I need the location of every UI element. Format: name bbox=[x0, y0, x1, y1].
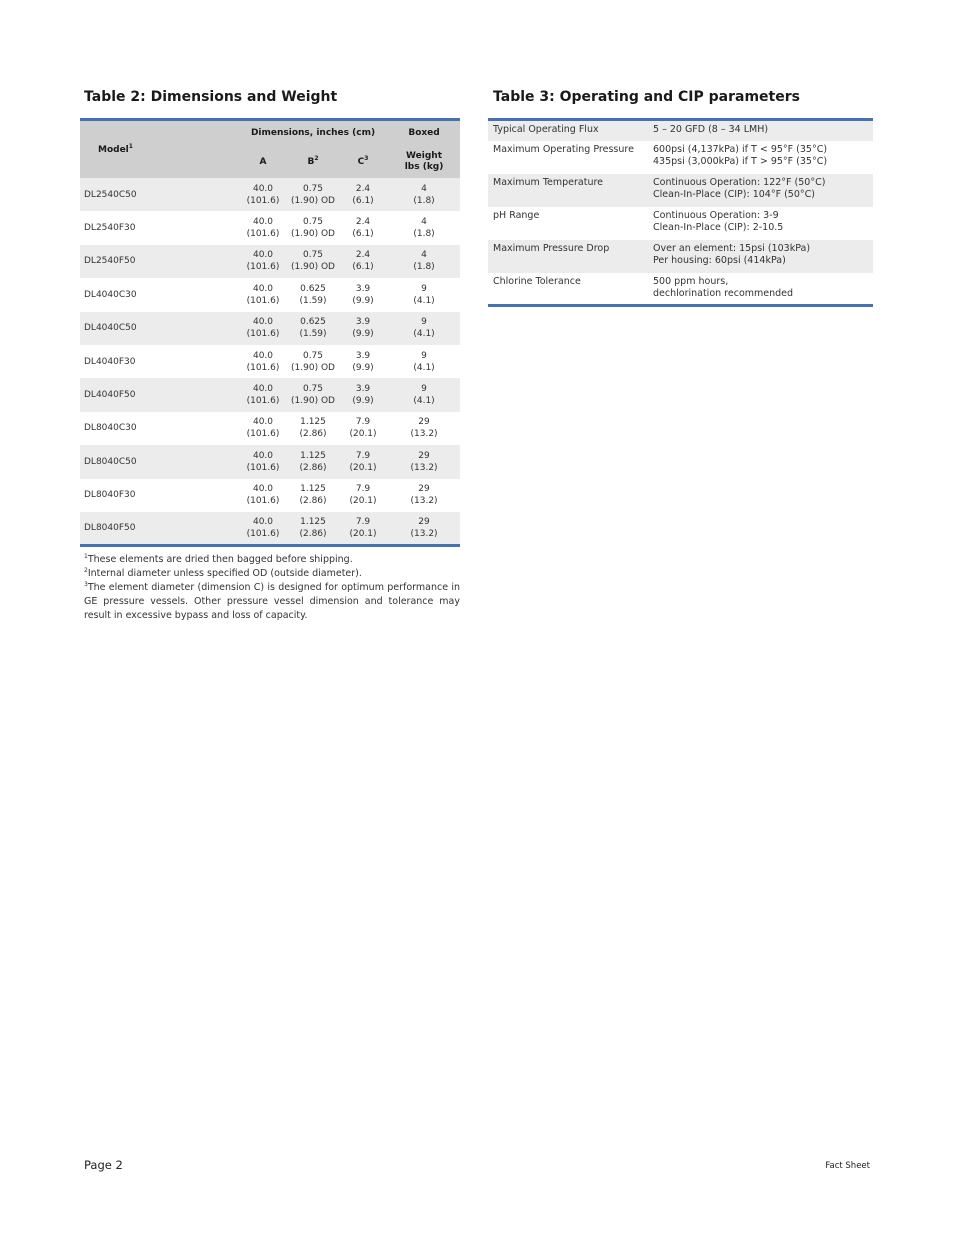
table-row bbox=[488, 141, 873, 174]
dim-a-cell: 40.0 (101.6) bbox=[238, 479, 288, 512]
dim-a-cell: 40.0 (101.6) bbox=[238, 245, 288, 278]
weight-cell: 4 (1.8) bbox=[388, 245, 460, 278]
parameter-cell: pH Range bbox=[488, 207, 647, 240]
dim-b-cell: 0.75 (1.90) OD bbox=[288, 378, 338, 411]
page-number: Page 2 bbox=[84, 1158, 123, 1172]
dimensions-header: Dimensions, inches (cm) bbox=[238, 120, 388, 146]
model-header: Model$^1$ bbox=[80, 120, 238, 179]
model-cell: DL4040F50 bbox=[80, 378, 238, 411]
table-row bbox=[488, 174, 873, 207]
dim-a-cell: 40.0 (101.6) bbox=[238, 378, 288, 411]
table-row bbox=[80, 445, 460, 478]
weight-cell: 9 (4.1) bbox=[388, 278, 460, 311]
model-cell: DL4040C50 bbox=[80, 312, 238, 345]
table-row bbox=[488, 273, 873, 306]
dim-a-cell: 40.0 (101.6) bbox=[238, 412, 288, 445]
dim-a-cell: 40.0 (101.6) bbox=[238, 345, 288, 378]
dim-a-cell: 40.0 (101.6) bbox=[238, 278, 288, 311]
value-cell: 500 ppm hours, dechlorination recommended bbox=[647, 273, 873, 306]
document-type: Fact Sheet bbox=[825, 1161, 870, 1171]
value-cell: 5 – 20 GFD (8 – 34 LMH) bbox=[647, 120, 873, 141]
dim-a-cell: 40.0 (101.6) bbox=[238, 178, 288, 211]
table-row bbox=[80, 378, 460, 411]
dim-c-cell: 2.4 (6.1) bbox=[338, 211, 388, 244]
model-cell: DL8040C50 bbox=[80, 445, 238, 478]
parameter-cell: Maximum Temperature bbox=[488, 174, 647, 207]
weight-cell: 29 (13.2) bbox=[388, 479, 460, 512]
col-c-header: $C^3$ bbox=[338, 145, 388, 178]
dim-c-cell: 3.9 (9.9) bbox=[338, 345, 388, 378]
model-cell: DL4040C30 bbox=[80, 278, 238, 311]
weight-cell: 9 (4.1) bbox=[388, 312, 460, 345]
value-cell: Continuous Operation: 122°F (50°C) Clean-In-Place (CIP): 104°F (50°C) bbox=[647, 174, 873, 207]
model-cell: DL2540F50 bbox=[80, 245, 238, 278]
dim-a-cell: 40.0 (101.6) bbox=[238, 512, 288, 545]
model-cell: DL2540F30 bbox=[80, 211, 238, 244]
boxed-header: Boxed bbox=[388, 120, 460, 146]
dim-c-cell: 7.9 (20.1) bbox=[338, 445, 388, 478]
footnote-1: $^1$These elements are dried then bagged before shipping. bbox=[84, 552, 353, 565]
dim-c-cell: 7.9 (20.1) bbox=[338, 512, 388, 545]
table-row bbox=[80, 211, 460, 244]
model-cell: DL4040F30 bbox=[80, 345, 238, 378]
dim-a-cell: 40.0 (101.6) bbox=[238, 312, 288, 345]
dim-b-cell: 0.625 (1.59) bbox=[288, 312, 338, 345]
weight-cell: 9 (4.1) bbox=[388, 378, 460, 411]
dim-b-cell: 1.125 (2.86) bbox=[288, 479, 338, 512]
dimensions-weight-table bbox=[80, 118, 460, 547]
dim-c-cell: 3.9 (9.9) bbox=[338, 278, 388, 311]
weight-cell: 4 (1.8) bbox=[388, 178, 460, 211]
weight-cell: 29 (13.2) bbox=[388, 445, 460, 478]
table-row bbox=[80, 479, 460, 512]
value-cell: 600psi (4,137kPa) if T < 95°F (35°C) 435psi (3,000kPa) if T > 95°F (35°C) bbox=[647, 141, 873, 174]
dim-c-cell: 3.9 (9.9) bbox=[338, 378, 388, 411]
model-cell: DL8040F30 bbox=[80, 479, 238, 512]
model-cell: DL8040C30 bbox=[80, 412, 238, 445]
weight-cell: 29 (13.2) bbox=[388, 512, 460, 545]
weight-header: Weight lbs (kg) bbox=[388, 145, 460, 178]
weight-cell: 9 (4.1) bbox=[388, 345, 460, 378]
parameter-cell: Chlorine Tolerance bbox=[488, 273, 647, 306]
value-cell: Over an element: 15psi (103kPa) Per housing: 60psi (414kPa) bbox=[647, 240, 873, 273]
parameter-cell: Typical Operating Flux bbox=[488, 120, 647, 141]
table-row bbox=[80, 345, 460, 378]
dim-b-cell: 0.75 (1.90) OD bbox=[288, 211, 338, 244]
dim-b-cell: 0.75 (1.90) OD bbox=[288, 245, 338, 278]
table-row bbox=[80, 412, 460, 445]
dim-c-cell: 2.4 (6.1) bbox=[338, 178, 388, 211]
table3-title: Table 3: Operating and CIP parameters bbox=[493, 89, 800, 105]
operating-cip-table bbox=[488, 118, 873, 307]
table-row bbox=[80, 512, 460, 545]
value-cell: Continuous Operation: 3-9 Clean-In-Place (CIP): 2-10.5 bbox=[647, 207, 873, 240]
dim-a-cell: 40.0 (101.6) bbox=[238, 445, 288, 478]
dim-b-cell: 1.125 (2.86) bbox=[288, 512, 338, 545]
dim-b-cell: 0.625 (1.59) bbox=[288, 278, 338, 311]
model-cell: DL8040F50 bbox=[80, 512, 238, 545]
dim-b-cell: 1.125 (2.86) bbox=[288, 412, 338, 445]
table-row bbox=[488, 207, 873, 240]
table-row bbox=[80, 245, 460, 278]
col-a-header: A bbox=[238, 145, 288, 178]
model-cell: DL2540C50 bbox=[80, 178, 238, 211]
dim-c-cell: 2.4 (6.1) bbox=[338, 245, 388, 278]
footnote-3: $^3$The element diameter (dimension C) is designed for optimum performance in GE pressure vessels. Other pressure vessel dimension and tolerance may result in excessive bypass and loss of capacity. bbox=[84, 580, 460, 621]
parameter-cell: Maximum Pressure Drop bbox=[488, 240, 647, 273]
dim-b-cell: 0.75 (1.90) OD bbox=[288, 178, 338, 211]
dim-a-cell: 40.0 (101.6) bbox=[238, 211, 288, 244]
weight-cell: 4 (1.8) bbox=[388, 211, 460, 244]
dim-b-cell: 1.125 (2.86) bbox=[288, 445, 338, 478]
dim-b-cell: 0.75 (1.90) OD bbox=[288, 345, 338, 378]
col-b-header: $B^2$ bbox=[288, 145, 338, 178]
table-row bbox=[80, 278, 460, 311]
footnote-2: $^2$Internal diameter unless specified OD (outside diameter). bbox=[84, 566, 362, 579]
weight-cell: 29 (13.2) bbox=[388, 412, 460, 445]
table-row bbox=[488, 120, 873, 141]
dim-c-cell: 7.9 (20.1) bbox=[338, 412, 388, 445]
table-row bbox=[80, 178, 460, 211]
table2-title: Table 2: Dimensions and Weight bbox=[84, 89, 338, 105]
table2-footnotes bbox=[84, 553, 460, 623]
table-row bbox=[488, 240, 873, 273]
parameter-cell: Maximum Operating Pressure bbox=[488, 141, 647, 174]
dim-c-cell: 3.9 (9.9) bbox=[338, 312, 388, 345]
table-row bbox=[80, 312, 460, 345]
dim-c-cell: 7.9 (20.1) bbox=[338, 479, 388, 512]
